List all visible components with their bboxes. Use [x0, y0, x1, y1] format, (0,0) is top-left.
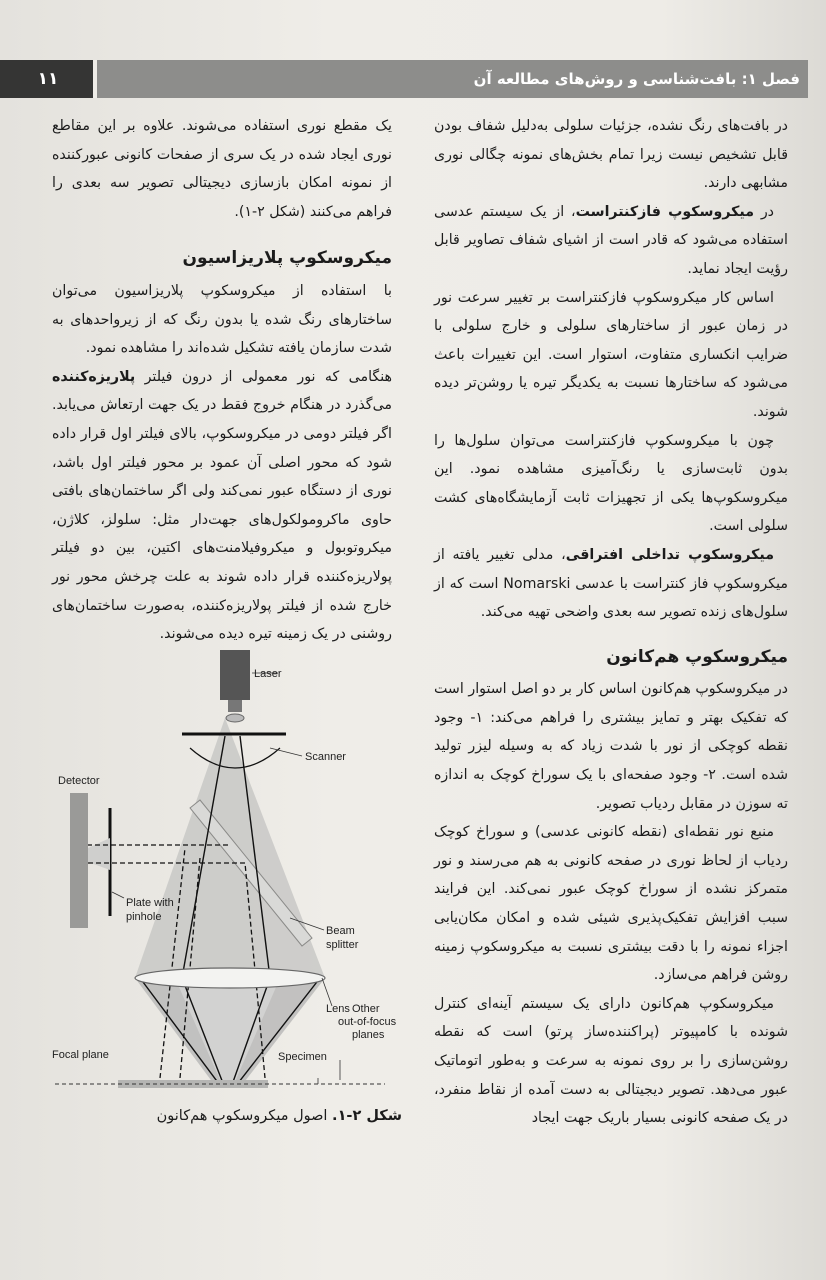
label-pinhole: pinhole	[126, 911, 162, 923]
page-number: ۱۱	[37, 69, 59, 89]
figure-caption	[90, 1108, 402, 1124]
page-header	[0, 60, 826, 98]
section-heading: میکروسکوپ پلاریزاسیون	[182, 248, 392, 269]
detector-beam	[88, 838, 110, 870]
laser-nozzle	[228, 700, 242, 712]
bold-term: پلاریزه‌کننده	[52, 368, 136, 385]
bold-term: میکروسکوپ فازکنتراست	[575, 203, 754, 220]
paragraph	[434, 198, 788, 284]
text-run: می‌گذرد در هنگام خروج فقط در یک جهت ارتعاش می‌یابد. اگر فیلتر دومی در میکروسکوپ، بالای فیلتر اول قرار داده شود که محور اصلی آن عمود بر محور فیلتر اول باشد، نوری از دستگاه عبور نمی‌کند ولی اگر ساختمان‌های بافتی حاوی ماکرومولکول‌های جهت‌دار مثل: سلولز، کلاژن، میکروتوبول و میکروفیلامنت‌های اکتین، بین دو فیلتر پولاریزه‌کننده قرار داده شوند به علت چرخش محور نور خارج شده از فیلتر پولاریزه‌کننده، به‌صورت ساختمان‌های روشنی در یک زمینه تیره دیده می‌شوند.	[52, 397, 392, 643]
left-column	[52, 112, 392, 649]
right-column	[434, 112, 788, 1133]
laser-housing	[220, 650, 250, 700]
paragraph: یک مقطع نوری استفاده می‌شوند. علاوه بر این مقاطع نوری ایجاد شده در یک سری از صفحات کانونی عبورکننده از نمونه امکان بازسازی دیجیتالی تصویر سه بعدی را فراهم می‌کنند (شکل ۲-۱).	[52, 118, 392, 220]
label-laser: Laser	[254, 668, 282, 680]
paragraph	[52, 363, 392, 649]
chapter-title: فصل ۱: بافت‌شناسی و روش‌های مطالعه آن	[473, 70, 800, 88]
text-run: هنگامی که نور معمولی از درون فیلتر	[135, 368, 392, 385]
paragraph: چون با میکروسکوپ فازکنتراست می‌توان سلول‌ها را بدون ثابت‌سازی یا رنگ‌آمیزی مشاهده نمود. این میکروسکوپ‌ها یکی از تجهیزات ثابت آزمایشگاه‌های کشت سلولی است.	[434, 432, 788, 535]
label-detector: Detector	[58, 775, 100, 787]
label-out-of-focus: out-of-focus	[338, 1016, 397, 1028]
laser-lens	[226, 714, 244, 722]
paragraph: اساس کار میکروسکوپ فازکنتراست بر تغییر سرعت نور در زمان عبور از ساختارهای سلولی و خارج سلولی با ضرایب انکساری متفاوت، استوار است. این تغییرات باعث می‌شود که ساختارها نسبت به یکدیگر تیره یا روشن‌تر دیده شوند.	[434, 289, 788, 420]
paragraph: منبع نور نقطه‌ای (نقطه کانونی عدسی) و سوراخ کوچک ردیاب از لحاظ نوری در صفحه کانونی به هم می‌رسند و نور متمرکز نشده از سوراخ کوچک عبور نمی‌کند. این فرایند سبب افزایش تفکیک‌پذیری شیئی شده و امکان مکان‌یابی اجزاء نمونه را با دقت بیشتری نسبت به میکروسکوپ زمینه روشن فراهم می‌سازد.	[434, 824, 788, 984]
paragraph	[434, 541, 788, 627]
confocal-diagram	[40, 648, 400, 1088]
paragraph: با استفاده از میکروسکوپ پلاریزاسیون می‌توان ساختارهای رنگ شده یا بدون رنگ که از زیرواحدهای به شدت سازمان یافته تشکیل شده‌اند را مشاهده نمود.	[52, 282, 392, 357]
label-focal-plane: Focal plane	[52, 1049, 109, 1061]
caption-number: شکل ۲-۱.	[332, 1108, 402, 1124]
label-beam: Beam	[326, 925, 355, 937]
label-plate: Plate with	[126, 897, 174, 909]
label-planes: planes	[352, 1029, 385, 1041]
label-other: Other	[352, 1003, 380, 1015]
detector-block	[70, 793, 88, 928]
paragraph: میکروسکوپ هم‌کانون دارای یک سیستم آینه‌ای کنترل شونده با کامپیوتر (پراکننده‌ساز پرتو) است که نقطه روشن‌سازی را بر روی نمونه به سرعت و به‌طور اتوماتیک عبور می‌دهد. تصویر دیجیتالی به دست آمده از نقاط منفرد، در یک صفحه کانونی بسیار باریک جهت ایجاد	[434, 995, 788, 1127]
bold-term: میکروسکوپ تداخلی افتراقی	[565, 546, 774, 563]
label-lens: Lens	[326, 1003, 350, 1015]
section-heading: میکروسکوپ هم‌کانون	[606, 646, 788, 667]
objective-lens	[135, 968, 325, 988]
paragraph: در میکروسکوپ هم‌کانون اساس کار بر دو اصل استوار است که تفکیک بهتر و تمایز بیشتری را فراهم می‌کند: ۱- وجود نقطه کوچکی از نور با شدت زیاد که به وسیله لیزر تولید شده است. ۲- وجود صفحه‌ای با یک سوراخ کوچک به اندازه ته سوزن در مقابل ردیاب تصویر.	[434, 681, 788, 812]
paragraph: در بافت‌های رنگ نشده، جزئیات سلولی به‌دلیل شفاف بودن قابل تشخیص نیست زیرا تمام بخش‌های نمونه چگالی نوری مشابهی دارند.	[434, 118, 788, 192]
label-scanner: Scanner	[305, 751, 346, 763]
label-specimen: Specimen	[278, 1051, 327, 1063]
caption-text: اصول میکروسکوپ هم‌کانون	[156, 1108, 333, 1124]
text-run: ، مدلی تغییر یافته از میکروسکوپ فاز کنتراست با عدسی Nomarski است که از سلول‌های زنده تصویر سه بعدی واضحی تهیه می‌کند.	[434, 546, 788, 621]
label-splitter: splitter	[326, 939, 359, 951]
text-run: ، از یک سیستم عدسی استفاده می‌شود که قادر است از اشیای شفاف تصاویر قابل رؤیت ایجاد نماید.	[434, 203, 788, 277]
text-run: در	[753, 203, 775, 220]
